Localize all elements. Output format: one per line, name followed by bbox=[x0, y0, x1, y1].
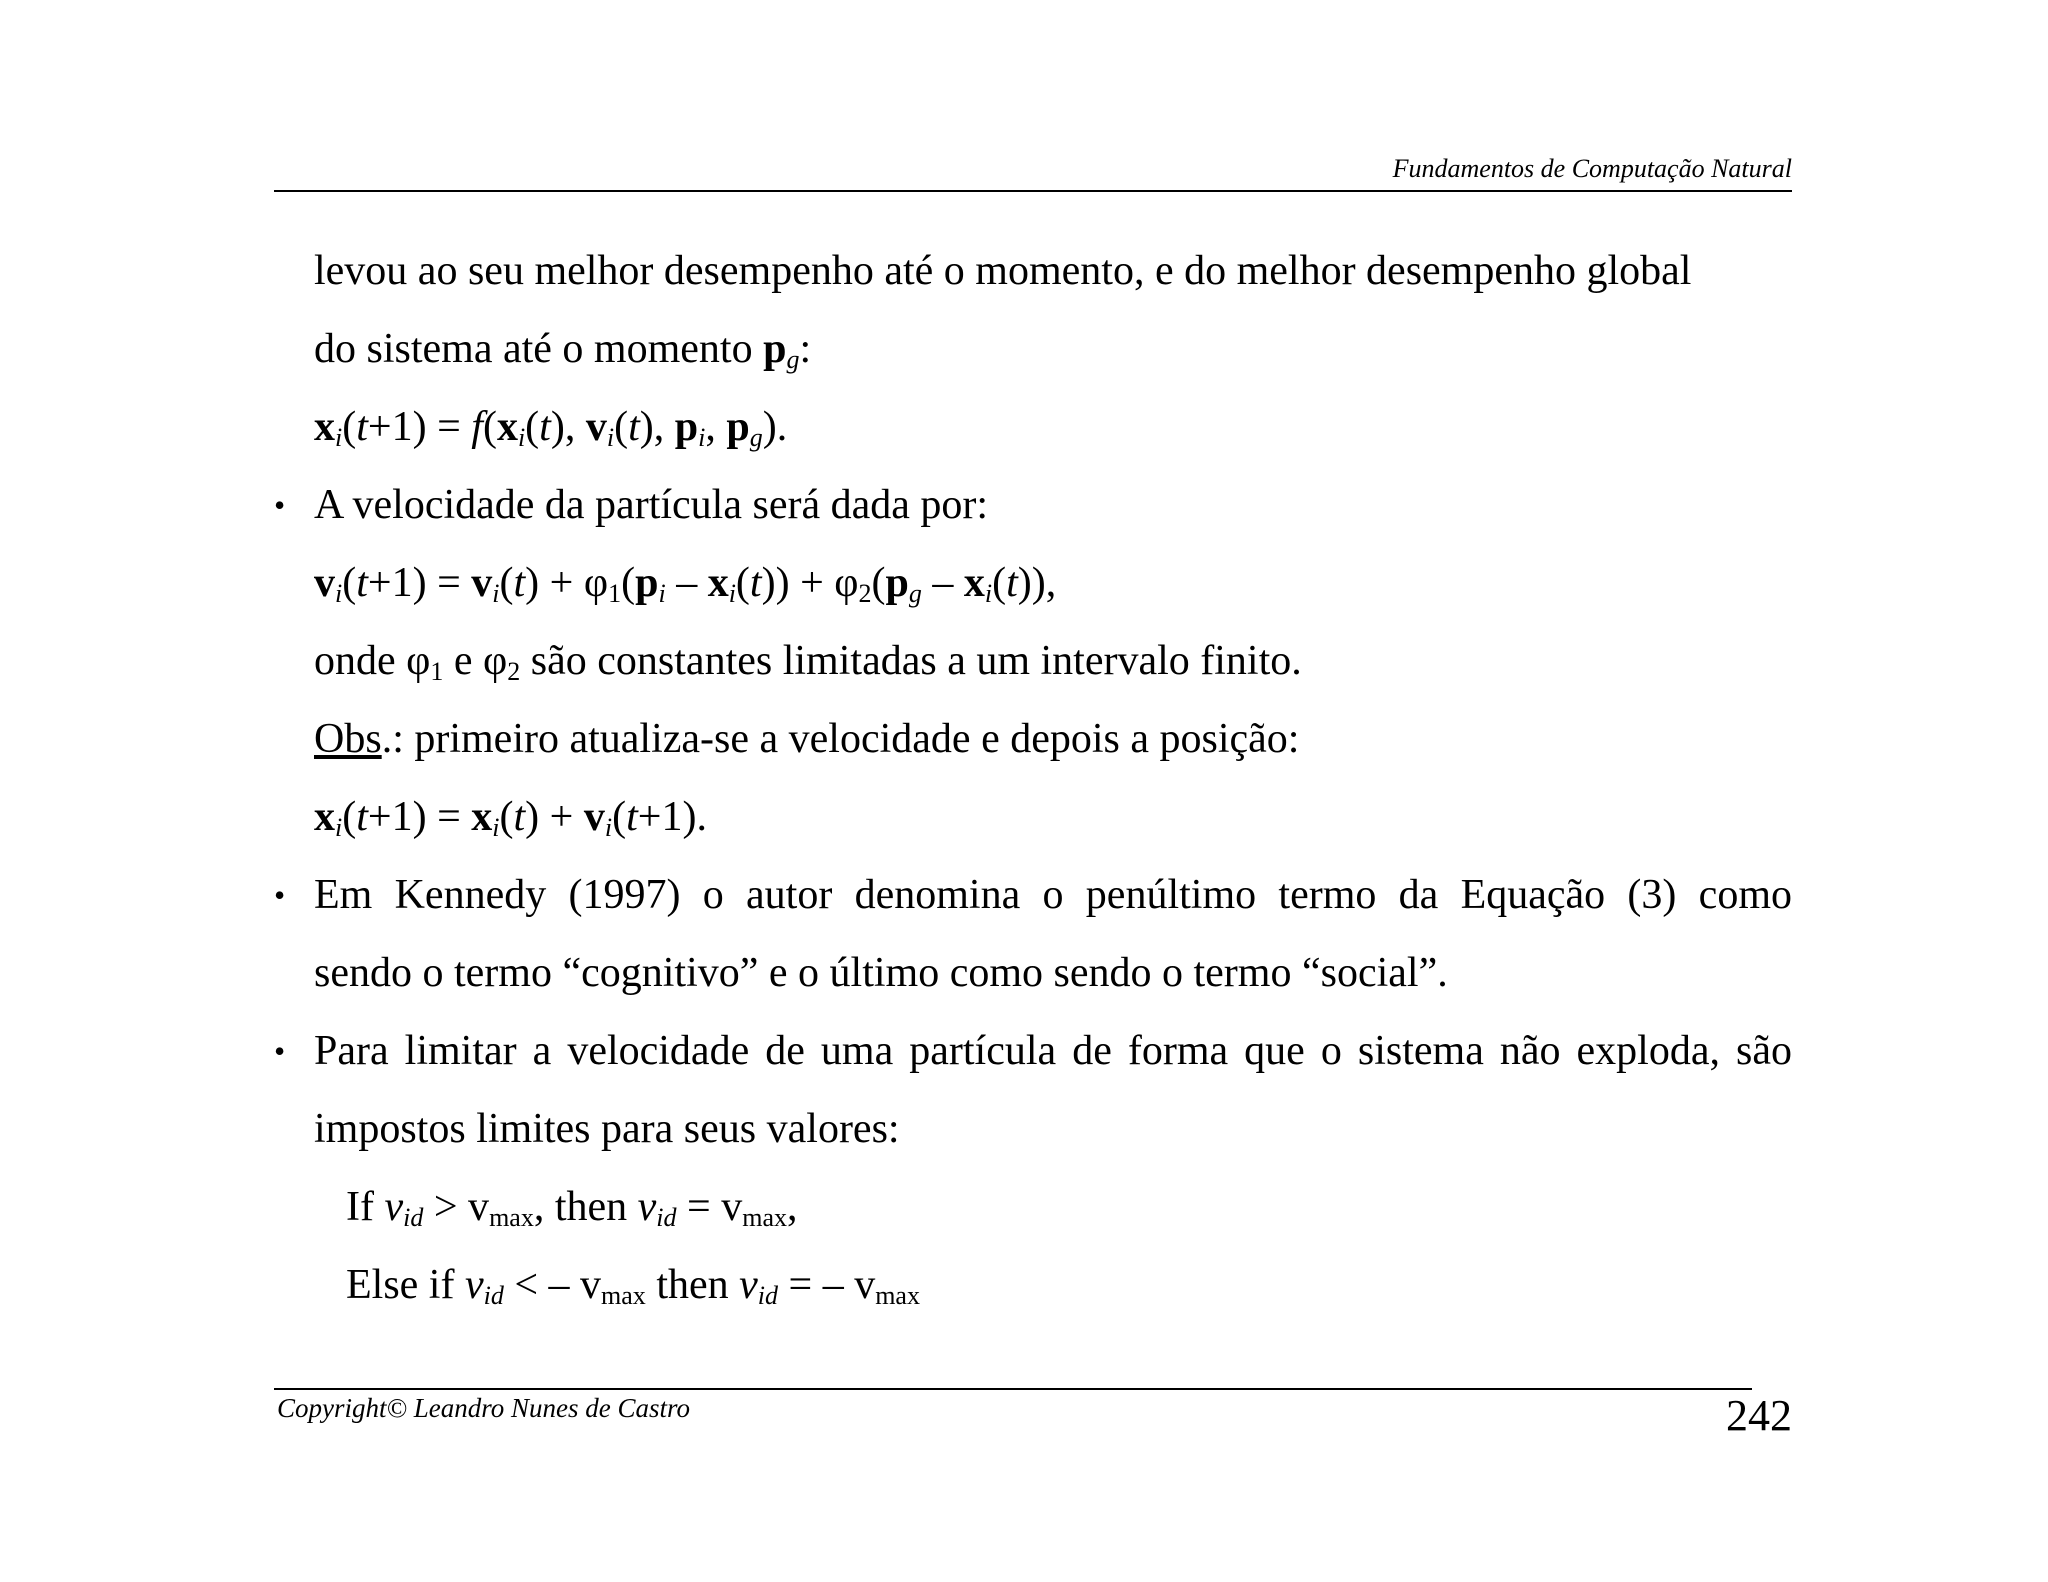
footer-rule bbox=[274, 1388, 1752, 1390]
bullet-item-2: • Em Kennedy (1997) o autor denomina o penúltimo termo da Equação (3) como bbox=[274, 856, 1792, 934]
velocity-equation: $v_i(t+1) = v_i(t) + \varphi_1(p_i - x_i(t)) + \varphi_2(p_g - x_i(t))$, bbox=[314, 560, 1057, 608]
obs-label: Obs bbox=[314, 716, 382, 762]
position-update-equation: $x_i(t+1) = x_i(t) + v_i(t+1)$. bbox=[314, 794, 707, 842]
page-body bbox=[274, 232, 1792, 1324]
obs-line: Obs.: primeiro atualiza-se a velocidade e depois a posição: bbox=[314, 716, 1300, 762]
bullet-item-3: • Para limitar a velocidade de uma partícula de forma que o sistema não exploda, são bbox=[274, 1012, 1792, 1090]
bullet-icon: • bbox=[274, 487, 286, 523]
bullet-icon: • bbox=[274, 877, 286, 913]
constants-line: onde $\varphi_1$ e $\varphi_2$ são constantes limitadas a um intervalo finito. bbox=[314, 638, 1302, 686]
page-number: 242 bbox=[1726, 1391, 1792, 1440]
copyright-notice: Copyright© Leandro Nunes de Castro bbox=[277, 1393, 691, 1423]
running-header: Fundamentos de Computação Natural bbox=[1392, 154, 1792, 183]
bullet-item-1: • A velocidade da partícula será dada por: bbox=[274, 466, 1792, 544]
bullet-item-3-cont: impostos limites para seus valores: bbox=[314, 1106, 900, 1152]
text-line-1: levou ao seu melhor desempenho até o momento, e do melhor desempenho global bbox=[314, 248, 1692, 294]
else-condition-line: Else if $v_{id}$ < – $v_{max}$ then $v_{id}$ = – $v_{max}$ bbox=[346, 1262, 920, 1310]
text-line-2: do sistema até o momento $p_g$: bbox=[314, 326, 812, 374]
position-equation: $x_i(t+1) = f(x_i(t)$, $v_i(t)$, $p_i$, $p_g$). bbox=[314, 404, 788, 452]
bullet-icon: • bbox=[274, 1033, 286, 1069]
if-condition-line: If $v_{id} > v_{max}$, then $v_{id} = v_{max}$, bbox=[346, 1184, 798, 1232]
header-rule bbox=[274, 190, 1792, 192]
bullet-item-2-cont: sendo o termo “cognitivo” e o último como sendo o termo “social”. bbox=[314, 950, 1448, 996]
